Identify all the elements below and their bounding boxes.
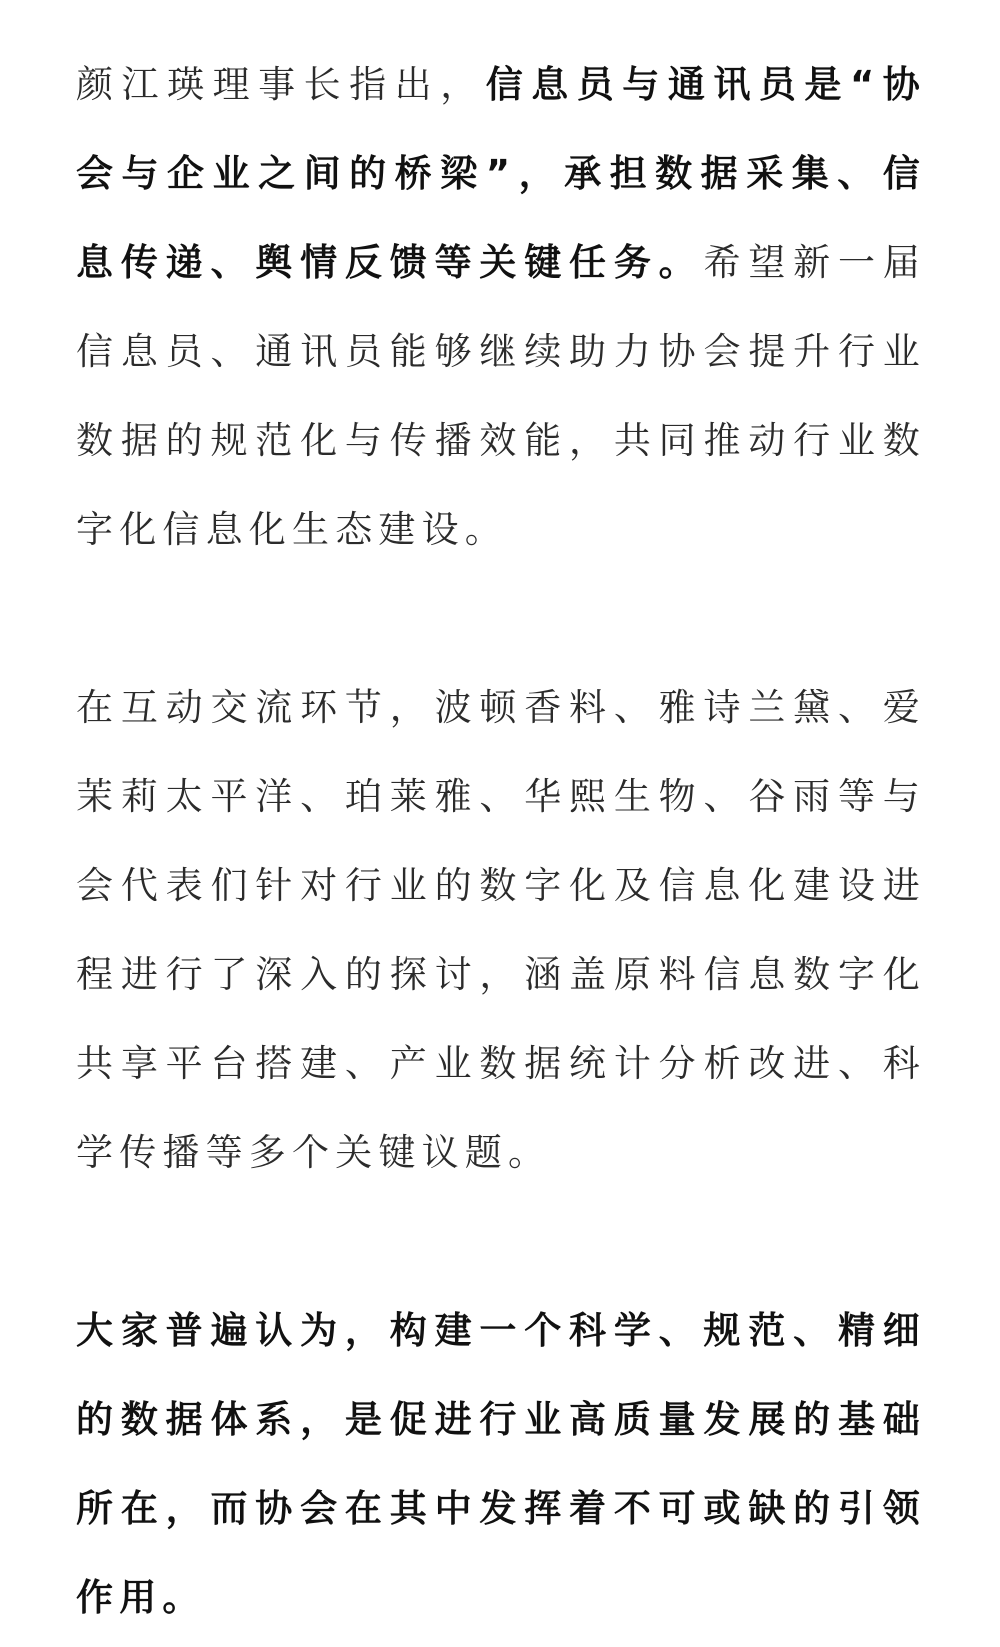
paragraph-spacer bbox=[76, 574, 926, 663]
paragraph-lead-text: 颜江瑛理事长指出， bbox=[76, 63, 486, 106]
paragraph-emphasis-text: 信息员与通讯员是“协会与企业之间的桥梁”，承担数据采集、信息传递、舆情反馈等关键任务。 bbox=[76, 63, 926, 284]
paragraph-chairman-remarks bbox=[76, 40, 926, 574]
article-body bbox=[76, 40, 926, 1642]
paragraph-rest-text: 希望新一届信息员、通讯员能够继续助力协会提升行业数据的规范化与传播效能，共同推动行业数字化信息化生态建设。 bbox=[76, 241, 927, 551]
paragraph-spacer bbox=[76, 1197, 926, 1286]
paragraph-consensus: 大家普遍认为，构建一个科学、规范、精细的数据体系，是促进行业高质量发展的基础所在，而协会在其中发挥着不可或缺的引领作用。 bbox=[76, 1309, 926, 1619]
paragraph-interaction-session: 在互动交流环节，波顿香料、雅诗兰黛、爱茉莉太平洋、珀莱雅、华熙生物、谷雨等与会代表们针对行业的数字化及信息化建设进程进行了深入的探讨，涵盖原料信息数字化共享平台搭建、产业数据统计分析改进、科学传播等多个关键议题。 bbox=[76, 686, 926, 1174]
